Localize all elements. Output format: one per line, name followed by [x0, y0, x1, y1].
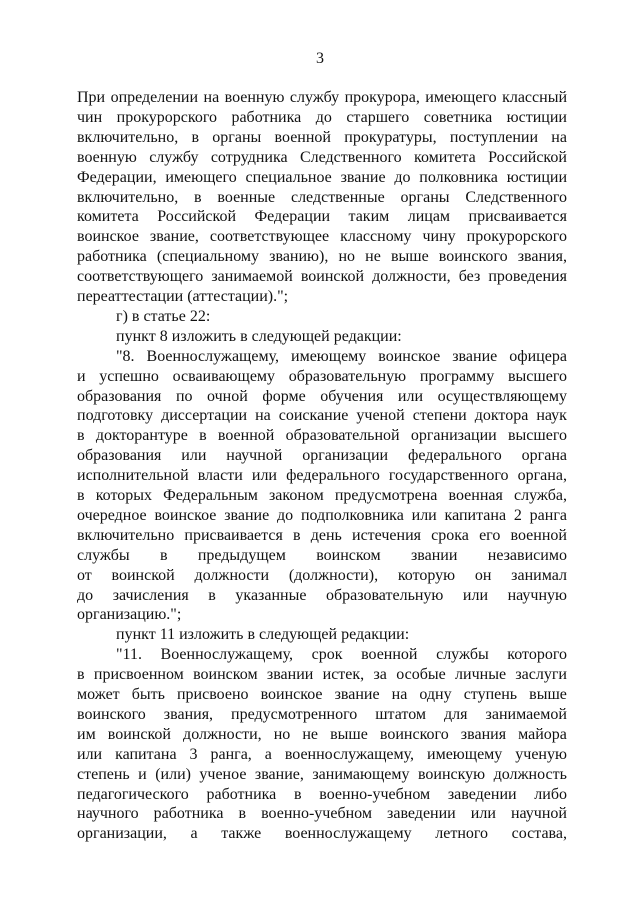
word: классный [502, 89, 567, 106]
word: службу [289, 89, 340, 106]
word: пункт [116, 626, 156, 644]
text-line [77, 505, 567, 527]
text-line [116, 624, 567, 646]
text-line [77, 425, 567, 447]
text-line [77, 485, 567, 507]
word: не [302, 725, 319, 743]
word: службы [436, 646, 489, 664]
word: до [277, 506, 294, 524]
word: воинской [300, 268, 365, 286]
word: сотрудника [210, 148, 288, 166]
word: "8. [116, 347, 135, 365]
text-line [77, 386, 567, 408]
word: которых [95, 487, 152, 504]
word: капитана [444, 506, 507, 524]
word: Военнослужащему, [160, 646, 293, 664]
word: в [238, 805, 247, 823]
text-line [77, 664, 567, 686]
word: Военнослужащему, [146, 347, 279, 365]
word: военной [510, 526, 567, 544]
word: государственного [388, 467, 509, 485]
word: занимаемой [211, 268, 293, 286]
word: звание [340, 168, 386, 186]
word: а [264, 745, 272, 763]
word: Федеральным [163, 487, 258, 504]
word: воинском [193, 666, 258, 684]
word: полковника [419, 168, 498, 186]
text-line [77, 545, 567, 567]
word: специальное [245, 168, 332, 186]
word: Федерации [254, 208, 331, 226]
word: в [240, 327, 248, 345]
word: федерального [286, 467, 380, 485]
text-line [77, 823, 567, 845]
word: в [208, 586, 216, 604]
word: службы [77, 546, 130, 564]
word: прокуратуры, [344, 128, 437, 146]
word: (аттестации)."; [187, 288, 289, 305]
word: форме [262, 387, 306, 405]
word: или [397, 387, 424, 405]
text-line [77, 565, 567, 587]
word: органа [521, 447, 567, 465]
text-line [77, 286, 567, 308]
word: пункт [116, 327, 156, 345]
word: срока [431, 526, 469, 544]
word: заведении [387, 805, 456, 823]
word: (специальному [156, 248, 260, 266]
word: военнослужащему, [284, 745, 415, 763]
word: воинское [378, 347, 441, 365]
word: на [551, 128, 567, 146]
word: им [77, 725, 96, 743]
text-line [77, 107, 567, 129]
word: от [77, 566, 92, 584]
word: редакции: [333, 327, 402, 345]
word: Следственного [465, 188, 567, 206]
word: зачисления [112, 586, 189, 604]
word: научной [510, 805, 567, 823]
word: организацию."; [77, 606, 182, 624]
word: редакции: [341, 626, 410, 644]
word: 11 [159, 626, 176, 644]
word: Российской [157, 208, 237, 226]
word: степень [77, 765, 130, 783]
word: переаттестации [77, 288, 184, 305]
word: звания, [517, 248, 567, 266]
word: должности [194, 566, 270, 584]
text-line [77, 445, 567, 467]
word: (или) [155, 765, 191, 783]
text-line [77, 585, 567, 607]
word: предусмотренного [231, 705, 358, 723]
word: которую [397, 566, 456, 584]
word: научной [226, 447, 283, 465]
word: и [77, 367, 86, 385]
text-line [77, 366, 567, 388]
word: прокурорского [466, 228, 567, 246]
word: воинского [438, 248, 508, 266]
word: доктора [474, 407, 529, 425]
word: военно-учебном [261, 805, 372, 823]
word: "11. [116, 646, 142, 664]
word: должности, [183, 725, 262, 743]
word: военная [448, 487, 503, 504]
word: на [391, 686, 408, 703]
word: майора [518, 725, 567, 743]
word: звании [266, 666, 314, 684]
word: воинское [260, 686, 323, 703]
word: высшего [507, 367, 567, 385]
word: занимал [511, 566, 567, 584]
word: имеющего [165, 168, 237, 186]
word: осваивающему [172, 367, 276, 385]
word: состава, [511, 825, 567, 843]
word: воинской [107, 725, 171, 743]
word: изложить [179, 626, 244, 644]
word: чину [422, 228, 456, 246]
word: но [273, 725, 291, 743]
word: соответствующее [209, 228, 330, 246]
word: срок [311, 646, 343, 664]
word: особые [396, 666, 446, 684]
word: ранга [529, 506, 567, 524]
word: 2 [513, 506, 522, 524]
word: быть [131, 686, 165, 703]
word: его [479, 526, 501, 544]
word: в [77, 427, 85, 445]
word: степени [412, 407, 467, 425]
word: до [315, 108, 332, 126]
word: осуществляющему [437, 387, 567, 405]
word: военной [274, 128, 331, 146]
word: на [203, 89, 220, 106]
word: без [458, 268, 481, 286]
text-line [77, 784, 567, 806]
word: лицам [407, 208, 451, 226]
word: соискание [278, 407, 349, 425]
word: в [199, 427, 207, 445]
word: присваивается [184, 526, 283, 544]
word: имеющего [425, 89, 497, 106]
word: включительно, [77, 128, 179, 146]
word: воинского [379, 725, 449, 743]
word: Российской [488, 148, 567, 166]
word: заведении [447, 785, 517, 803]
word: до [77, 586, 94, 604]
text-line [77, 226, 567, 248]
word: звания [460, 725, 507, 743]
text-line [116, 644, 567, 666]
word: и [138, 765, 147, 783]
word: также [221, 825, 262, 843]
word: законом [268, 487, 324, 504]
word: старшего [346, 108, 410, 126]
word: статье [143, 307, 186, 325]
word: органы [212, 128, 262, 146]
word: в [131, 307, 140, 325]
word: ученое [199, 765, 247, 783]
word: изложить [171, 327, 237, 345]
word: личные [455, 666, 507, 684]
text-line [116, 326, 567, 348]
text-line [77, 246, 567, 268]
text-line [77, 87, 567, 109]
word: таким [348, 208, 390, 226]
word: звание, [149, 228, 199, 246]
word: работника [231, 108, 302, 126]
word: указанные [235, 586, 307, 604]
word: или [411, 506, 437, 524]
word: обучения [320, 387, 384, 405]
page-number: 3 [316, 50, 324, 67]
word: звание [452, 347, 498, 365]
text-line [77, 764, 567, 786]
word: 3 [189, 745, 198, 763]
word: следственные [290, 188, 385, 206]
word: занимаемой [485, 705, 567, 723]
word: исполнительной [77, 467, 189, 485]
word: классному [340, 228, 412, 246]
text-line [77, 187, 567, 209]
word: научного [77, 805, 139, 823]
word: звании [410, 546, 458, 564]
word: работника [153, 805, 224, 823]
word: образовательную [325, 586, 444, 604]
word: в [292, 526, 301, 544]
text-line [77, 744, 567, 766]
word: организации, [77, 825, 167, 843]
word: военные [217, 188, 276, 206]
text-line [77, 405, 567, 427]
text-line [77, 167, 567, 189]
word: образования [77, 387, 162, 405]
word: а [190, 825, 198, 843]
word: военнослужащему [284, 825, 412, 843]
word: При [77, 89, 106, 106]
word: органа, [517, 467, 567, 485]
word: до [394, 168, 411, 186]
word: военную [77, 148, 137, 166]
text-line [116, 346, 567, 368]
word: 22: [189, 307, 211, 325]
word: поступлении [449, 128, 539, 146]
word: или [251, 467, 277, 485]
word: предусмотрена [334, 487, 438, 504]
text-line [77, 704, 567, 726]
word: одну [419, 686, 452, 703]
word: 8 [159, 327, 168, 345]
word: ступень [463, 686, 518, 703]
word: присвоено [176, 686, 249, 703]
word: работника [77, 248, 147, 266]
word: программу [419, 367, 495, 385]
word: истек, [322, 666, 365, 684]
word: он [474, 566, 492, 584]
word: г) [116, 307, 128, 325]
word: или [181, 447, 207, 465]
word: за [373, 666, 387, 684]
text-line [77, 465, 567, 487]
word: для [444, 705, 468, 723]
word: должности, [372, 268, 451, 286]
word: следующей [251, 327, 330, 345]
word: выше [529, 686, 567, 703]
word: занимающему [312, 765, 410, 783]
word: звание [334, 686, 380, 703]
word: Федерации, [77, 168, 157, 186]
word: военно-учебном [319, 785, 431, 803]
text-line [77, 266, 567, 288]
word: штатом [375, 705, 427, 723]
word: воинской [111, 566, 175, 584]
word: службу [149, 148, 199, 166]
text-line [77, 604, 567, 626]
word: летного [435, 825, 489, 843]
word: присвоенном [93, 666, 184, 684]
word: подполковника [300, 506, 404, 524]
word: очередное [77, 506, 147, 524]
word: или [470, 805, 496, 823]
word: успешно [99, 367, 159, 385]
word: воинском [316, 546, 381, 564]
word: которого [507, 646, 567, 664]
word: в [194, 188, 202, 206]
word: включительно, [77, 188, 179, 206]
word: имеющему [427, 745, 503, 763]
word: (должности), [288, 566, 379, 584]
word: федерального [408, 447, 502, 465]
word: имеющему [291, 347, 367, 365]
word: воинскую [417, 765, 486, 783]
word: определении [110, 89, 199, 106]
word: комитета [413, 148, 476, 166]
word: в [293, 785, 302, 803]
word: органы [400, 188, 450, 206]
word: или [77, 745, 103, 763]
word: следующей [259, 626, 338, 644]
word: комитета [77, 208, 139, 226]
word: воинского [77, 705, 146, 723]
word: ранга, [210, 745, 252, 763]
word: истечения [352, 526, 421, 544]
word: Следственного [299, 148, 402, 166]
word: военную [224, 89, 285, 106]
word: звание [224, 506, 270, 524]
word: на [255, 407, 271, 425]
word: в [77, 666, 85, 684]
text-line [77, 803, 567, 825]
word: званию), [269, 248, 329, 266]
text-line [77, 525, 567, 547]
word: звания, [163, 705, 214, 723]
word: власти [197, 467, 243, 485]
word: независимо [487, 546, 567, 564]
word: проведения [488, 268, 567, 286]
word: должность [493, 765, 567, 783]
word: советника [423, 108, 493, 126]
word: ученую [515, 745, 567, 763]
word: в [247, 626, 256, 644]
word: высшего [508, 427, 567, 445]
text-line [77, 147, 567, 169]
text-line [77, 206, 567, 228]
word: работника [206, 785, 277, 803]
word: в [77, 487, 85, 504]
word: присваивается [468, 208, 567, 226]
word: или [462, 586, 489, 604]
word: научную [507, 586, 567, 604]
word: образовательной [285, 427, 400, 445]
word: образования [77, 447, 162, 465]
word: служба, [513, 487, 567, 504]
word: прокурорского [116, 108, 217, 126]
word: либо [534, 785, 567, 803]
word: докторантуре [95, 427, 188, 445]
word: организации [302, 447, 389, 465]
word: офицера [509, 347, 567, 365]
word: предыдущем [197, 546, 286, 564]
word: прокурора, [344, 89, 420, 106]
word: по [175, 387, 193, 405]
word: воинское [77, 228, 139, 246]
word: в [159, 546, 168, 564]
text-line [77, 724, 567, 746]
word: военной [361, 646, 418, 664]
word: заслуги [515, 666, 567, 684]
word: чин [77, 108, 103, 126]
word: капитана [115, 745, 177, 763]
word: педагогического [77, 785, 189, 803]
word: воинское [154, 506, 217, 524]
word: выше [390, 248, 429, 266]
word: юстиции [506, 108, 567, 126]
word: не [365, 248, 381, 266]
word: выше [330, 725, 368, 743]
word: ученой [356, 407, 405, 425]
text-line [77, 684, 567, 706]
word: но [338, 248, 356, 266]
word: включительно [77, 526, 175, 544]
word: может [77, 686, 120, 703]
word: день [310, 526, 342, 544]
word: подготовку [77, 407, 154, 425]
word: диссертации [161, 407, 248, 425]
word: военной [217, 427, 275, 445]
text-line [116, 306, 567, 328]
word: образовательную [288, 367, 407, 385]
word: звание, [254, 765, 304, 783]
word: организации [410, 427, 497, 445]
word: наук [536, 407, 567, 425]
word: очной [207, 387, 248, 405]
word: соответствующего [77, 268, 204, 286]
word: юстиции [506, 168, 567, 186]
word: в [191, 128, 200, 146]
text-line [77, 127, 567, 149]
